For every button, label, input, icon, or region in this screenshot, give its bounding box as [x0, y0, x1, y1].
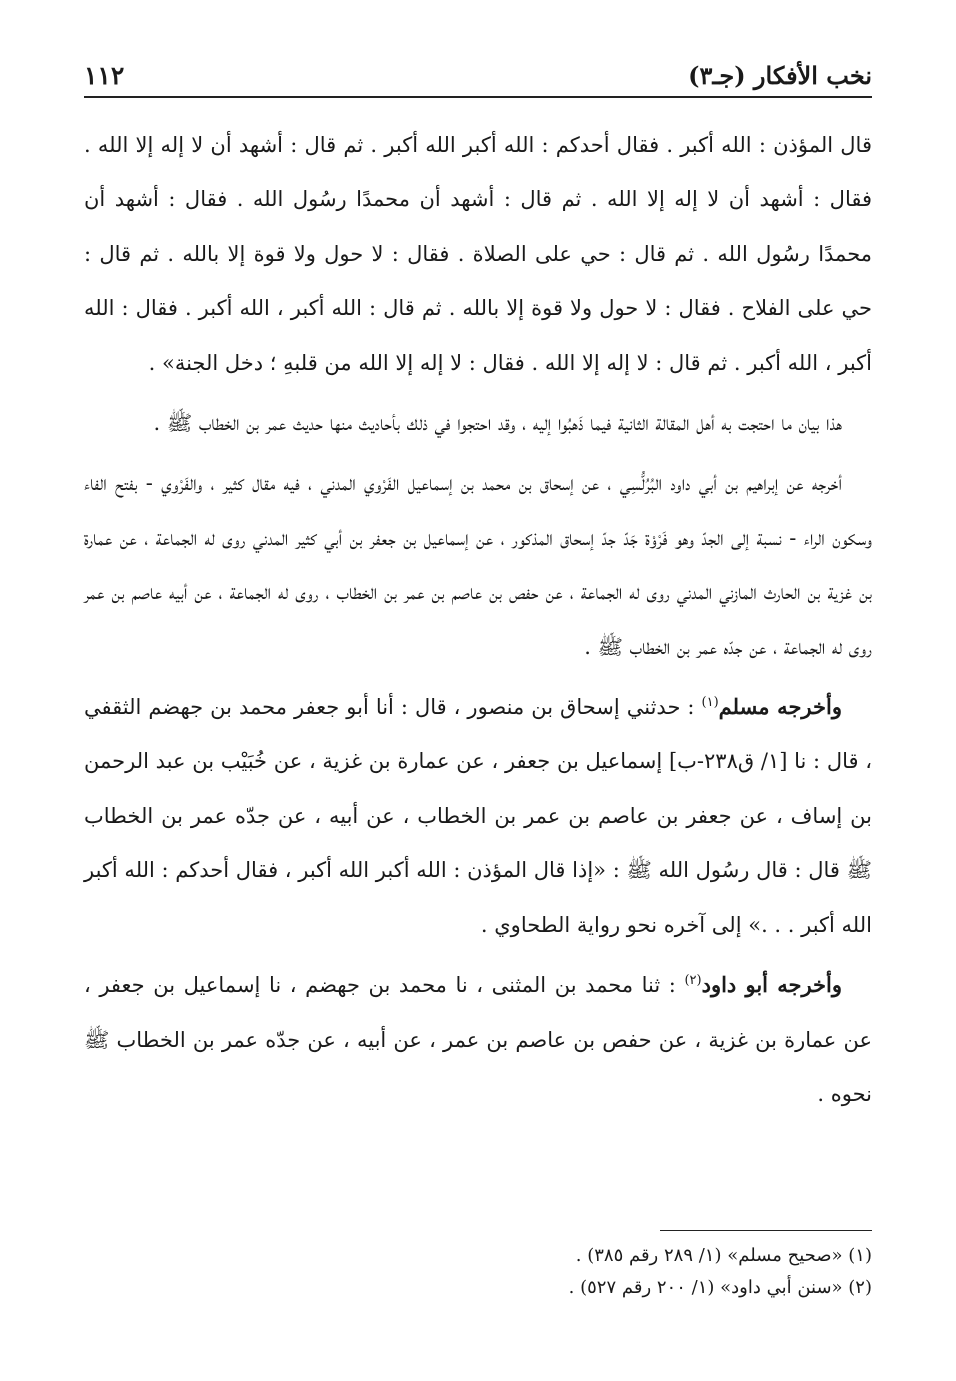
paragraph — [84, 456, 872, 674]
page-header — [84, 48, 872, 98]
footnote: (٢) «سنن أبي داود» (١/ ٢٠٠ رقم ٥٢٧) . — [568, 1277, 872, 1298]
source-lead: وأخرجه مسلم — [718, 694, 842, 720]
footnote-marker: (١) — [701, 695, 719, 711]
footnote: (١) «صحيح مسلم» (١/ ٢٨٩ رقم ٣٨٥) . — [575, 1245, 872, 1266]
footnote-divider — [660, 1230, 872, 1231]
paragraph — [84, 396, 872, 450]
paragraph-text: أخرجه عن إبراهيم بن أبي داود البُرُلُّسِي ، عن إسحاق بن محمد بن إسماعيل الفَرْوي المدني ، فيه مقال كثير ، والفَرْوي - بفتح الفاء وسكون الراء - نسبة إلى الجدّ وهو فَرْوْة جَدّ جدّ إسحاق المذكور ، عن إسماعيل بن جعفر بن أبي كثير المدني روى له الجماعة ، عن عمارة بن غزية بن الحارث المازني المدني روى له الجماعة ، عن حفص بن عاصم بن عمر بن الخطاب ، روى له الجماعة ، عن أبيه عاصم بن عمر روى له الجماعة ، عن جدّه عمر بن الخطاب ﷺ . — [84, 471, 872, 659]
paragraph — [84, 118, 872, 390]
running-title: نخب الأفكار (جـ٣) — [688, 61, 872, 90]
paragraph-text: هذا بيان ما احتجت به أهل المقالة الثانية فيما ذَهبُوا إليه ، وقد احتجوا في ذلك بأحاديث منها حديث عمر بن الخطاب ﷺ . — [153, 411, 842, 436]
source-lead: وأخرجه أبو داود — [701, 972, 842, 998]
paragraph — [84, 958, 872, 1121]
paragraph-text: : ثنا محمد بن المثنى ، نا محمد بن جهضم ، نا إسماعيل بن جعفر ، عن عمارة بن غزية ، عن حفص بن عاصم بن عمر ، عن أبيه ، عن جدّه عمر بن الخطاب ﷺ نحوه . — [84, 973, 872, 1106]
footnote-marker: (٢) — [684, 973, 702, 989]
footnotes — [84, 1240, 872, 1304]
paragraph-text: : حدثني إسحاق بن منصور ، قال : أنا أبو جعفر محمد بن جهضم الثقفي ، قال : نا [١/ ق٢٣٨-ب] إسماعيل بن جعفر ، عن عمارة بن غزية ، عن خُبَيْب بن عبد الرحمن بن إساف ، عن جعفر بن عاصم بن عمر بن الخطاب ، عن أبيه ، عن جدّه عمر بن الخطاب ﷺ قال : قال رسُول الله ﷺ : «إذا قال المؤذن : الله أكبر الله أكبر ، فقال أحدكم : الله أكبر الله أكبر . . .» إلى آخره نحو رواية الطحاوي . — [84, 695, 873, 937]
paragraph-text: قال المؤذن : الله أكبر . فقال أحدكم : الله أكبر الله أكبر . ثم قال : أشهد أن لا إله إلا الله . فقال : أشهد أن لا إله إلا الله . ثم قال : أشهد أن محمدًا رسُول الله . فقال : أشهد أن محمدًا رسُول الله . ثم قال : حي على الصلاة . فقال : لا حول ولا قوة إلا بالله . ثم قال : حي على الفلاح . فقال : لا حول ولا قوة إلا بالله . ثم قال : الله أكبر ، الله أكبر . فقال : الله أكبر ، الله أكبر . ثم قال : لا إله إلا الله . فقال : لا إله إلا الله من قلبهِ ؛ دخل الجنة» . — [84, 133, 872, 375]
paragraph — [84, 680, 872, 952]
main-text — [84, 118, 872, 1121]
page-number: ١١٢ — [84, 61, 125, 90]
